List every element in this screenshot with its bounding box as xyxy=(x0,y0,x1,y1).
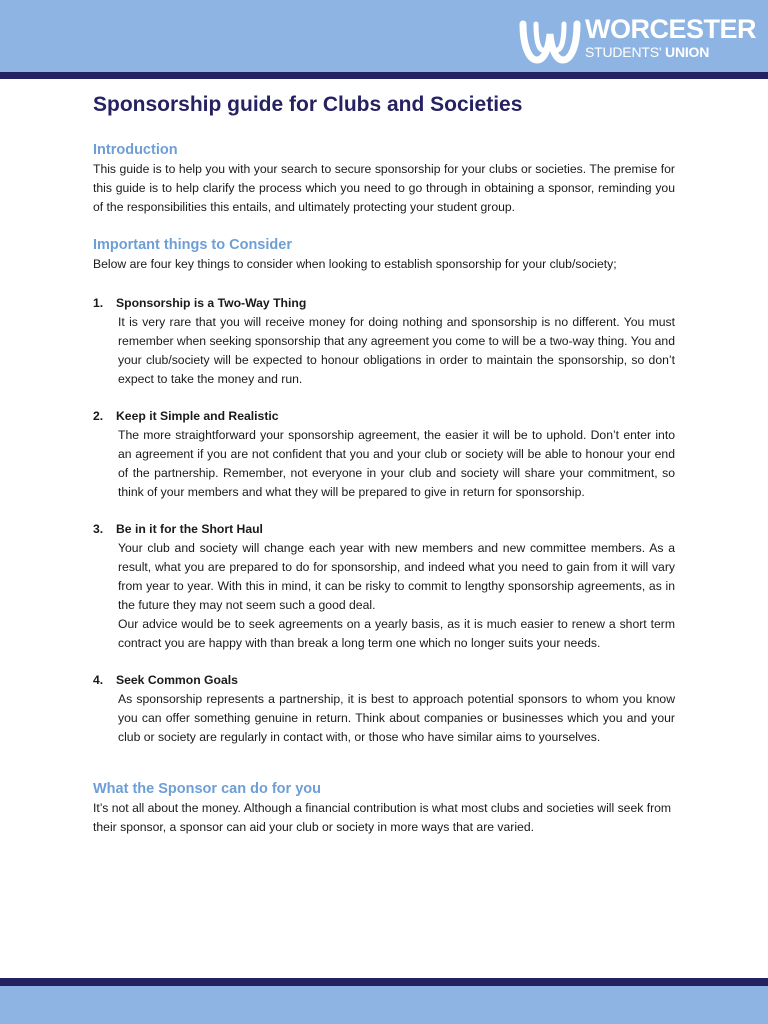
item-text: As sponsorship represents a partnership, it is best to approach potential sponsors to whom you know you can offer something genuine in return. Think about companies or businesses which you and your club or society are regularly in contact with, or those who have similar aims to yourselves. xyxy=(118,692,675,744)
worcester-logo-icon xyxy=(519,16,581,64)
item-title: Sponsorship is a Two-Way Thing xyxy=(116,296,307,310)
logo-subtitle: STUDENTS' UNION xyxy=(585,44,710,60)
item-text: The more straightforward your sponsorship agreement, the easier it will be to uphold. Don’t enter into an agreement if you are not confident that you and your club or society will be able to honour your end of the partnership. Remember, not everyone in your club and society will share your commitment, so think of your members and what they will be prepared to give in return for sponsorship. xyxy=(118,428,675,499)
document-body xyxy=(93,90,675,837)
considerations-heading: Important things to Consider xyxy=(93,237,292,253)
footer-rule xyxy=(0,978,768,986)
footer-band xyxy=(0,986,768,1024)
item-number: 3. xyxy=(93,522,104,536)
list-item xyxy=(93,294,675,389)
header-rule xyxy=(0,72,768,79)
item-text: Our advice would be to seek agreements on a yearly basis, as it is much easier to renew a short term contract you are happy with than break a long term one which no longer suits your needs. xyxy=(118,617,675,650)
considerations-intro: Below are four key things to consider when looking to establish sponsorship for your club/society; xyxy=(93,257,617,271)
sponsor-heading: What the Sponsor can do for you xyxy=(93,781,321,797)
list-item xyxy=(93,520,675,653)
item-title: Be in it for the Short Haul xyxy=(116,522,263,536)
item-number: 1. xyxy=(93,296,104,310)
item-number: 4. xyxy=(93,673,104,687)
item-title: Seek Common Goals xyxy=(116,673,238,687)
logo-wordmark: WORCESTER xyxy=(585,14,756,44)
worcester-su-logo xyxy=(519,16,756,68)
item-text: Your club and society will change each year with new members and new committee members. As a result, what you are prepared to do for sponsorship, and indeed what you need to gain from it will vary from year to year. With this in mind, it can be risky to commit to lengthy sponsorship agreements, as in the future they may not seem such a good deal. xyxy=(118,541,675,612)
list-item xyxy=(93,671,675,747)
item-number: 2. xyxy=(93,409,104,423)
introduction-text: This guide is to help you with your search to secure sponsorship for your clubs or societies. The premise for this guide is to help clarify the process which you need to go through in obtaining a sponsor, reminding you of the responsibilities this entails, and ultimately protecting your student group. xyxy=(93,162,675,214)
item-title: Keep it Simple and Realistic xyxy=(116,409,279,423)
item-text: It is very rare that you will receive money for doing nothing and sponsorship is no different. You must remember when seeking sponsorship that any agreement you come to will be a two-way thing. You and your club/society will be expected to honour obligations in order to maintain the sponsorship, so don’t expect to take the money and run. xyxy=(118,315,675,386)
page-title: Sponsorship guide for Clubs and Societies xyxy=(93,93,523,116)
sponsor-text: It’s not all about the money. Although a financial contribution is what most clubs and societies will seek from their sponsor, a sponsor can aid your club or society in more ways that are varied. xyxy=(93,801,672,834)
introduction-heading: Introduction xyxy=(93,142,178,158)
list-item xyxy=(93,407,675,502)
